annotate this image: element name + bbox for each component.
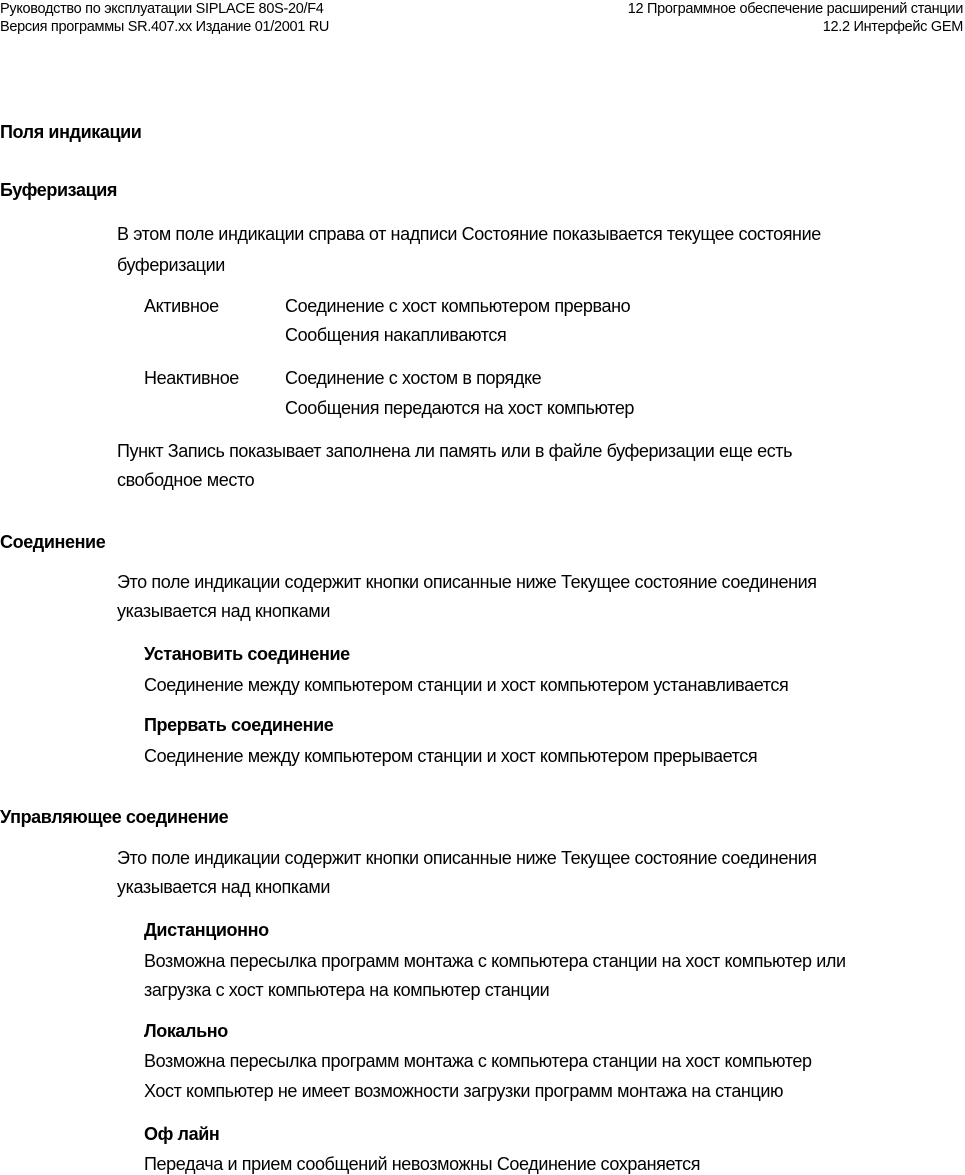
item-description: Хост компьютер не имеет возможности загрузки программ монтажа на станцию xyxy=(144,1081,784,1101)
section-heading-connection: Соединение xyxy=(0,532,106,552)
paragraph: В этом поле индикации справа от надписи Состояние показывается текущее состояние xyxy=(117,224,821,244)
state-term: Активное xyxy=(144,296,219,316)
header-chapter: 12 Программное обеспечение расширений станции xyxy=(627,1,963,17)
paragraph: указывается над кнопками xyxy=(117,877,330,897)
state-description: Соединение с хост компьютером прервано xyxy=(285,296,631,316)
item-description: Возможна пересылка программ монтажа с компьютера станции на хост компьютер или xyxy=(144,951,846,971)
state-term: Неактивное xyxy=(144,368,239,388)
paragraph: Это поле индикации содержит кнопки описанные ниже Текущее состояние соединения xyxy=(117,848,817,868)
item-title: Установить соединение xyxy=(144,644,350,664)
header-version: Версия программы SR.407.xx Издание 01/2001 RU xyxy=(0,19,330,35)
paragraph: указывается над кнопками xyxy=(117,601,330,621)
header-section: 12.2 Интерфейс GEM xyxy=(822,19,963,35)
paragraph: буферизации xyxy=(117,255,225,275)
item-description: Соединение между компьютером станции и хост компьютером прерывается xyxy=(144,746,758,766)
item-description: Соединение между компьютером станции и хост компьютером устанавливается xyxy=(144,675,789,695)
section-heading-buffering: Буферизация xyxy=(0,180,118,200)
item-title: Дистанционно xyxy=(144,920,269,940)
item-description: загрузка с хост компьютера на компьютер станции xyxy=(144,980,550,1000)
page-title: Поля индикации xyxy=(0,122,142,142)
section-heading-control: Управляющее соединение xyxy=(0,807,229,827)
item-title: Прервать соединение xyxy=(144,715,334,735)
state-description: Сообщения накапливаются xyxy=(285,325,507,345)
item-description: Передача и прием сообщений невозможны Соединение сохраняется xyxy=(144,1154,701,1174)
header-manual-title: Руководство по эксплуатации SIPLACE 80S-20/F4 xyxy=(0,1,324,17)
item-description: Возможна пересылка программ монтажа с компьютера станции на хост компьютер xyxy=(144,1051,812,1071)
item-title: Локально xyxy=(144,1021,228,1041)
paragraph: Это поле индикации содержит кнопки описанные ниже Текущее состояние соединения xyxy=(117,572,817,592)
state-description: Сообщения передаются на хост компьютер xyxy=(285,398,635,418)
state-description: Соединение с хостом в порядке xyxy=(285,368,542,388)
paragraph: свободное место xyxy=(117,470,255,490)
item-title: Оф лайн xyxy=(144,1124,220,1144)
paragraph: Пункт Запись показывает заполнена ли память или в файле буферизации еще есть xyxy=(117,441,793,461)
